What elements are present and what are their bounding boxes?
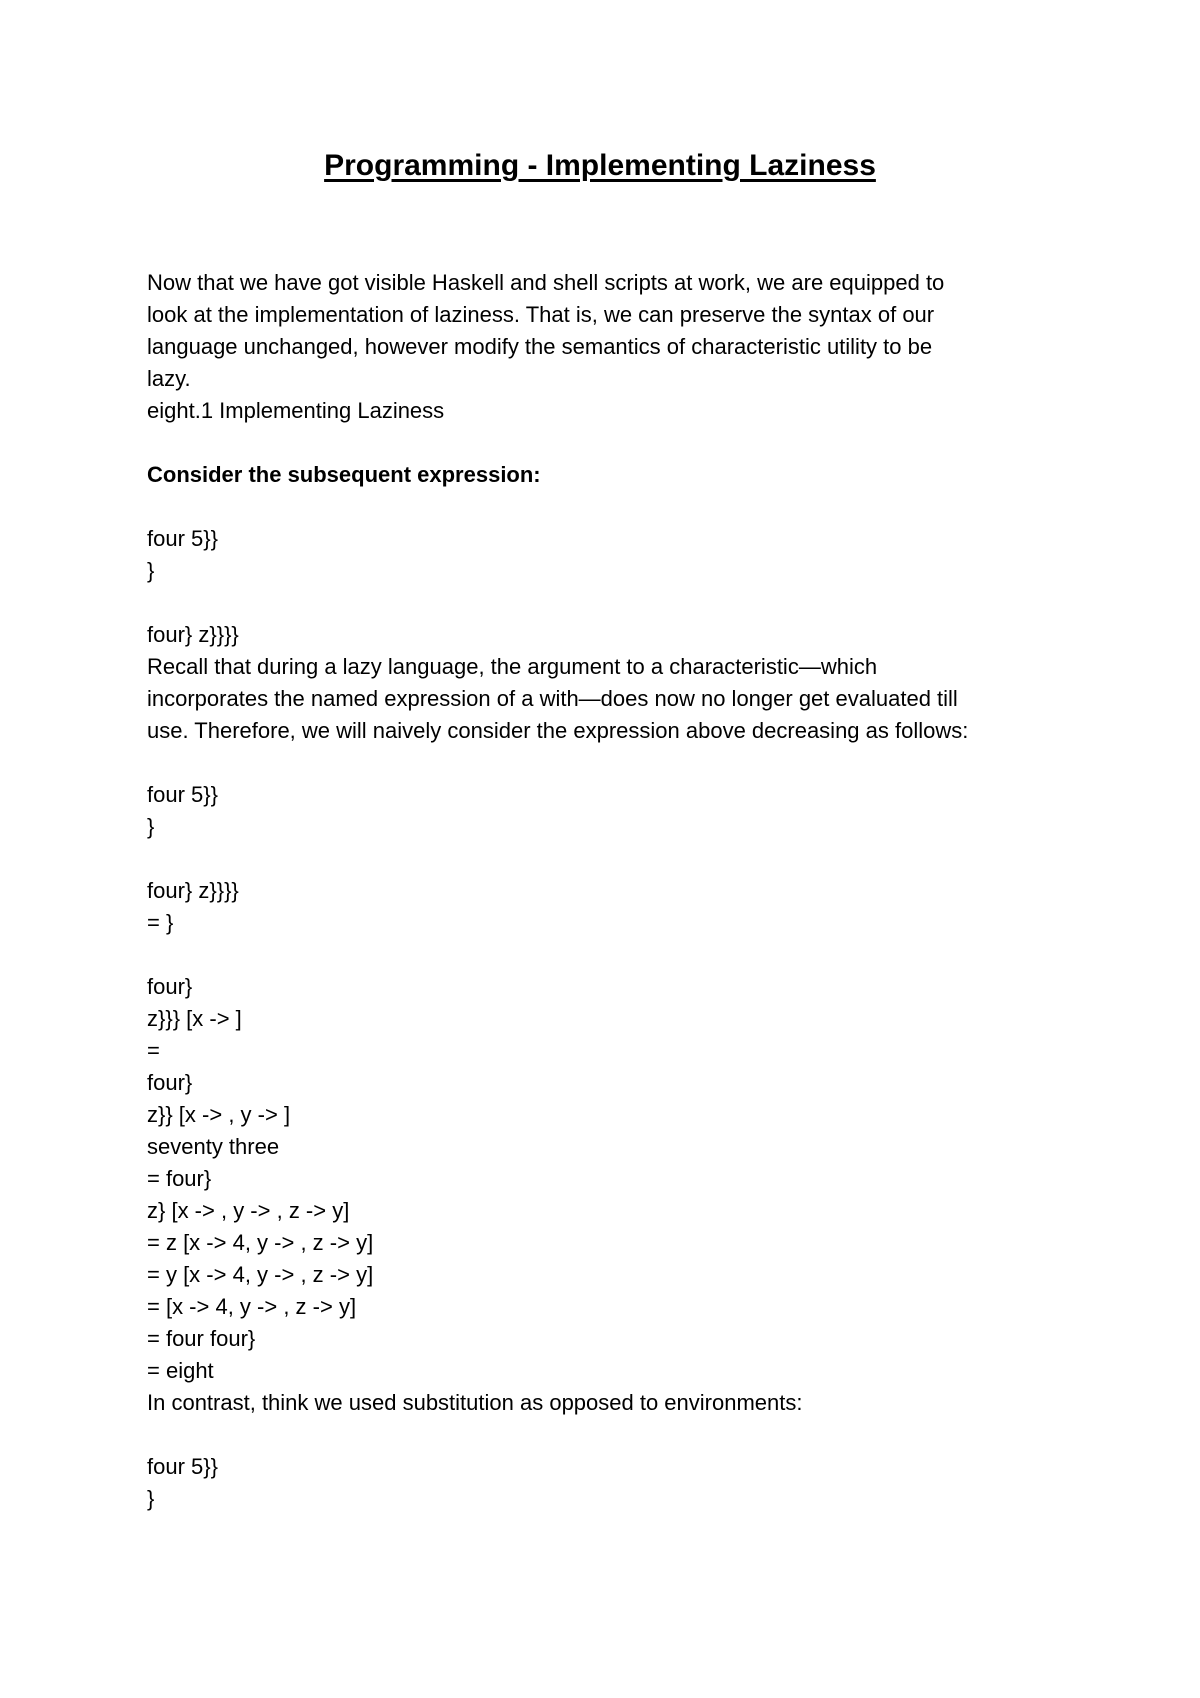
- code-line: }: [147, 558, 155, 583]
- recall-line: Recall that during a lazy language, the argument to a characteristic—which: [147, 654, 878, 679]
- recall-line: use. Therefore, we will naively consider the expression above decreasing as follows:: [147, 718, 969, 743]
- code-line: = y [x -> 4, y -> , z -> y]: [147, 1262, 374, 1287]
- intro-line: language unchanged, however modify the semantics of characteristic utility to be: [147, 334, 933, 359]
- code-line: four 5}}: [147, 1454, 218, 1479]
- intro-line: Now that we have got visible Haskell and shell scripts at work, we are equipped to: [147, 270, 945, 295]
- blank-line: [147, 427, 1067, 459]
- code-line: = eight: [147, 1358, 214, 1383]
- code-line: = z [x -> 4, y -> , z -> y]: [147, 1230, 374, 1255]
- intro-line: lazy.: [147, 366, 191, 391]
- code-line: z}}} [x -> ]: [147, 1006, 242, 1031]
- code-line: z}} [x -> , y -> ]: [147, 1102, 291, 1127]
- code-line: four}: [147, 974, 193, 999]
- code-line: seventy three: [147, 1134, 280, 1159]
- code-line: four 5}}: [147, 782, 218, 807]
- code-line: =: [147, 1038, 160, 1063]
- blank-line: [147, 939, 1067, 971]
- intro-line: look at the implementation of laziness. That is, we can preserve the syntax of our: [147, 302, 935, 327]
- page-title: Programming - Implementing Laziness: [324, 149, 876, 182]
- blank-line: [147, 747, 1067, 779]
- recall-line: incorporates the named expression of a with—does now no longer get evaluated till: [147, 686, 958, 711]
- code-line: four} z}}}}: [147, 622, 239, 647]
- code-line: = four four}: [147, 1326, 256, 1351]
- blank-line: [147, 491, 1067, 523]
- blank-line: [147, 1419, 1067, 1451]
- code-line: = }: [147, 910, 174, 935]
- consider-heading: Consider the subsequent expression:: [147, 462, 541, 487]
- code-line: = [x -> 4, y -> , z -> y]: [147, 1294, 357, 1319]
- code-line: = four}: [147, 1166, 212, 1191]
- section-heading: eight.1 Implementing Laziness: [147, 398, 445, 423]
- document-body: [147, 267, 1067, 1515]
- blank-line: [147, 587, 1067, 619]
- code-line: four 5}}: [147, 526, 218, 551]
- blank-line: [147, 843, 1067, 875]
- code-line: four}: [147, 1070, 193, 1095]
- contrast-line: In contrast, think we used substitution as opposed to environments:: [147, 1390, 803, 1415]
- code-line: }: [147, 1486, 155, 1511]
- code-line: }: [147, 814, 155, 839]
- code-line: four} z}}}}: [147, 878, 239, 903]
- code-line: z} [x -> , y -> , z -> y]: [147, 1198, 350, 1223]
